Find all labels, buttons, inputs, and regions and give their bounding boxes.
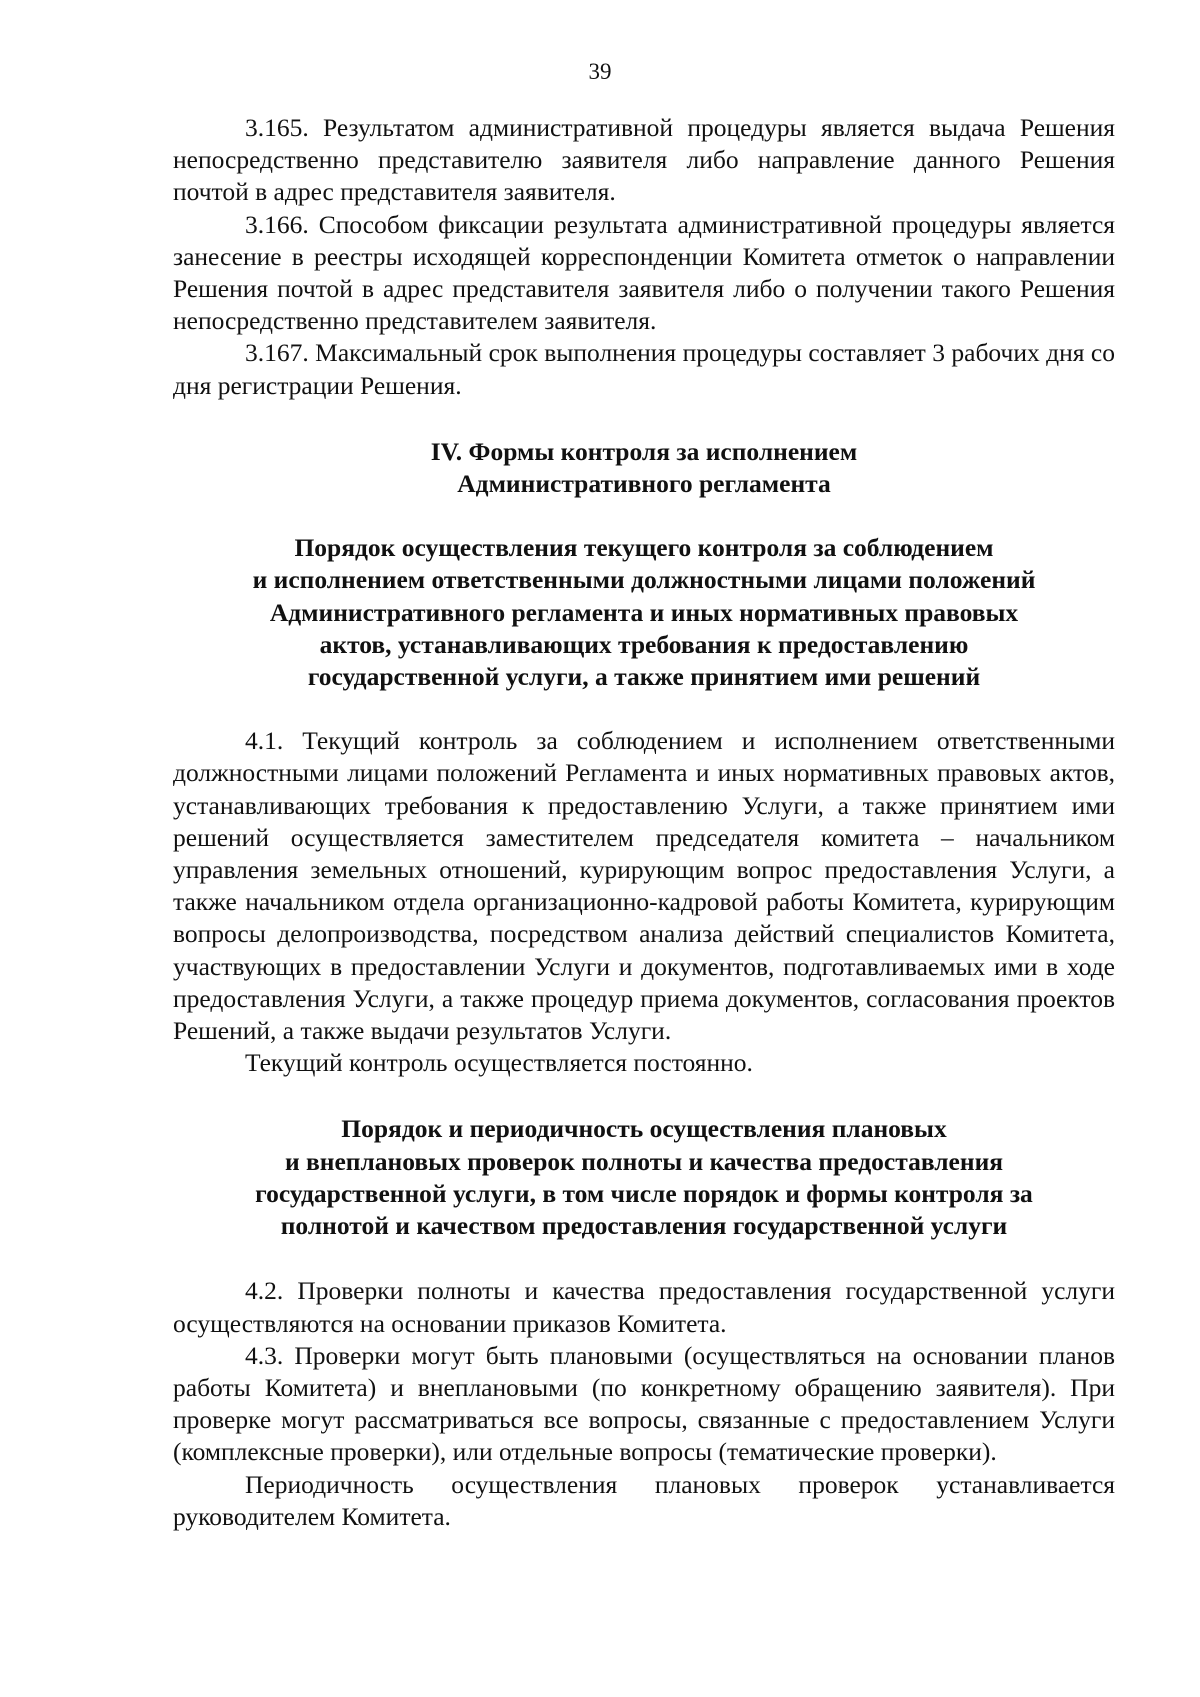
document-body (173, 112, 1115, 1533)
subsection-title-line: актов, устанавливающих требования к предоставлению (319, 629, 969, 659)
subsection-title-line: полнотой и качеством предоставления государственной услуги (280, 1211, 1008, 1241)
paragraph-current-control-constant: Текущий контроль осуществляется постоянно. (245, 1048, 753, 1078)
paragraph-4-2: 4.2. Проверки полноты и качества предоставления государственной услуги осуществляются на основании приказов Комитета. (173, 1276, 1115, 1338)
section-4-title-line: Административного регламента (457, 469, 831, 499)
subsection-inspections-title (173, 1113, 1115, 1242)
paragraph-3-165: 3.165. Результатом административной процедуры является выдача Решения непосредственно представителю заявителя либо направление данного Решения почтой в адрес представителя заявителя. (173, 113, 1115, 207)
subsection-current-control-title (173, 532, 1115, 693)
paragraph-4-3: 4.3. Проверки могут быть плановыми (осуществляться на основании планов работы Комитета) и внеплановыми (по конкретному обращению заявителя). При проверке могут рассматриваться все вопросы, связанные с предоставлением Услуги (комплексные проверки), или отдельные вопросы (тематические проверки). (173, 1340, 1115, 1467)
paragraph-3-167: 3.167. Максимальный срок выполнения процедуры составляет 3 рабочих дня со дня регистрации Решения. (173, 338, 1115, 400)
subsection-title-line: Порядок и периодичность осуществления плановых (341, 1114, 947, 1144)
subsection-title-line: Административного регламента и иных нормативных правовых (269, 597, 1019, 627)
page-number: 39 (588, 59, 612, 84)
subsection-title-line: Порядок осуществления текущего контроля за соблюдением (294, 533, 994, 563)
subsection-title-line: государственной услуги, а также принятием ими решений (307, 662, 981, 692)
paragraph-3-166: 3.166. Способом фиксации результата административной процедуры является занесение в реестры исходящей корреспонденции Комитета отметок о направлении Решения почтой в адрес представителя заявителя либо о получении такого Решения непосредственно представителем заявителя. (173, 209, 1115, 336)
paragraph-4-1: 4.1. Текущий контроль за соблюдением и исполнением ответственными должностными лицами положений Регламента и иных нормативных правовых актов, устанавливающих требования к предоставлению Услуги, а также принятием ими решений осуществляется заместителем председателя комитета – начальником управления земельных отношений, курирующим вопрос предоставления Услуги, а также начальником отдела организационно-кадровой работы Комитета, курирующим вопросы делопроизводства, посредством анализа действий специалистов Комитета, участвующих в предоставлении Услуги и документов, подготавливаемых ими в ходе предоставления Услуги, а также процедур приема документов, согласования проектов Решений, а также выдачи результатов Услуги. (173, 726, 1115, 1046)
subsection-title-line: и исполнением ответственными должностными лицами положений (252, 565, 1036, 595)
paragraph-inspection-frequency: Периодичность осуществления плановых проверок устанавливается руководителем Комитета. (173, 1469, 1115, 1531)
subsection-title-line: и внеплановых проверок полноты и качества предоставления (284, 1146, 1004, 1176)
subsection-title-line: государственной услуги, в том числе порядок и формы контроля за (255, 1178, 1033, 1208)
section-4-title-line: IV. Формы контроля за исполнением (430, 436, 858, 466)
section-4-title (173, 436, 1115, 500)
